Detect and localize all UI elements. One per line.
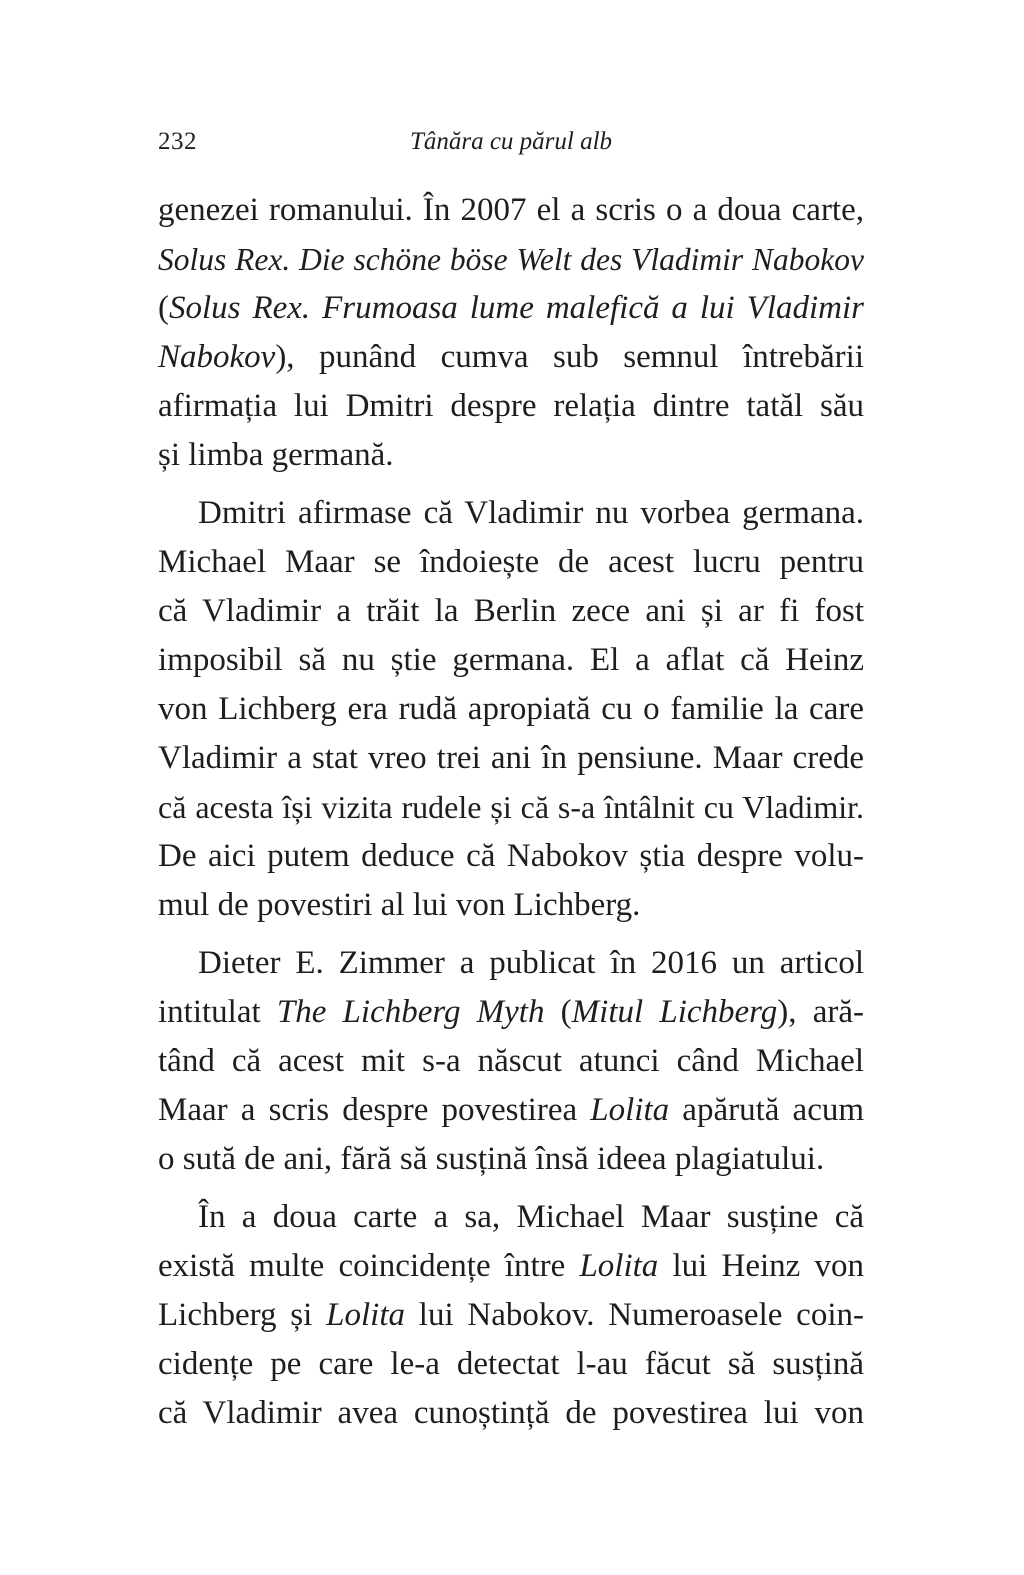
text-line	[158, 1193, 864, 1242]
text-line	[158, 685, 864, 734]
text-line	[158, 235, 864, 284]
text-run: lui Heinz von	[658, 1248, 864, 1284]
text-line	[158, 939, 864, 988]
running-title: Tânăra cu părul alb	[409, 128, 613, 155]
text-run: imposibil să nu știe germana. El a aflat că Heinz	[158, 642, 864, 678]
text-line	[158, 538, 864, 587]
text-line	[158, 1389, 864, 1438]
text-run: afirmația lui Dmitri despre relația dintre tatăl său	[158, 388, 864, 424]
paragraph	[158, 489, 864, 930]
text-line	[158, 881, 864, 930]
text-run: (	[158, 290, 169, 326]
text-run: cidențe pe care le-a detectat l-au făcut să susțină	[158, 1346, 864, 1382]
text-line	[158, 382, 864, 431]
text-line	[158, 636, 864, 685]
text-run: Vladimir a stat vreo trei ani în pensiune. Maar crede	[158, 740, 864, 776]
text-line	[158, 431, 864, 480]
text-run-italic: Lolita	[590, 1092, 670, 1128]
text-line	[158, 734, 864, 783]
text-line	[158, 333, 864, 382]
text-run: În a doua carte a sa, Michael Maar susține că	[198, 1199, 864, 1235]
text-run-italic: Mitul Lichberg	[571, 994, 778, 1030]
text-run: Maar a scris despre povestirea	[158, 1092, 591, 1128]
text-run: intitulat	[158, 994, 277, 1030]
text-run: apărută acum	[669, 1092, 865, 1128]
text-run: tând că acest mit s-a născut atunci când Michael	[158, 1043, 864, 1079]
text-run: Michael Maar se îndoiește de acest lucru pentru	[158, 544, 864, 580]
text-line	[158, 832, 864, 881]
text-run-italic: Solus Rex. Frumoasa lume malefică a lui Vladimir	[169, 290, 864, 326]
text-run: von Lichberg era rudă apropiată cu o familie la care	[158, 691, 864, 727]
text-run: lui Nabokov. Numeroasele coin-	[404, 1297, 864, 1333]
text-run: că acesta își vizita rudele și că s-a întâlnit cu Vladimir.	[158, 789, 864, 825]
paragraph	[158, 1193, 864, 1438]
text-line	[158, 1291, 864, 1340]
text-line	[158, 1242, 864, 1291]
text-line	[158, 1135, 864, 1184]
text-run: ), punând cumva sub semnul întrebării	[275, 339, 864, 375]
text-line	[158, 1086, 864, 1135]
text-run-italic: Lolita	[326, 1297, 405, 1333]
page-number: 232	[158, 128, 197, 155]
text-line	[158, 1340, 864, 1389]
text-run: o sută de ani, fără să susțină însă ideea plagiatului.	[158, 1141, 825, 1177]
text-run-italic: Nabokov	[158, 339, 276, 375]
text-line	[158, 587, 864, 636]
text-run: Lichberg și	[158, 1297, 327, 1333]
text-line	[158, 988, 864, 1037]
text-run: (	[544, 994, 572, 1030]
text-line	[158, 1037, 864, 1086]
text-run: și limba germană.	[158, 437, 394, 473]
running-head	[158, 122, 864, 162]
text-line	[158, 489, 864, 538]
body-text	[158, 186, 864, 1438]
text-run: genezei romanului. În 2007 el a scris o a doua carte,	[158, 192, 864, 228]
text-run: mul de povestiri al lui von Lichberg.	[158, 887, 641, 923]
paragraph	[158, 939, 864, 1184]
text-run-italic: Lolita	[579, 1248, 659, 1284]
text-run: există multe coincidențe între	[158, 1248, 580, 1284]
text-run: Dmitri afirmase că Vladimir nu vorbea germana.	[198, 495, 864, 531]
text-line	[158, 783, 864, 832]
text-run: Dieter E. Zimmer a publicat în 2016 un articol	[198, 945, 864, 981]
text-run: De aici putem deduce că Nabokov știa despre volu-	[158, 838, 864, 874]
text-run-italic: The Lichberg Myth	[276, 994, 545, 1030]
text-run: ), ară-	[777, 994, 864, 1030]
text-line	[158, 186, 864, 235]
text-line	[158, 284, 864, 333]
text-run: că Vladimir avea cunoștință de povestirea lui von	[158, 1395, 864, 1431]
paragraph	[158, 186, 864, 480]
text-run: că Vladimir a trăit la Berlin zece ani și ar fi fost	[158, 593, 864, 629]
text-run-italic: Solus Rex. Die schöne böse Welt des Vladimir Nabokov	[158, 242, 864, 277]
